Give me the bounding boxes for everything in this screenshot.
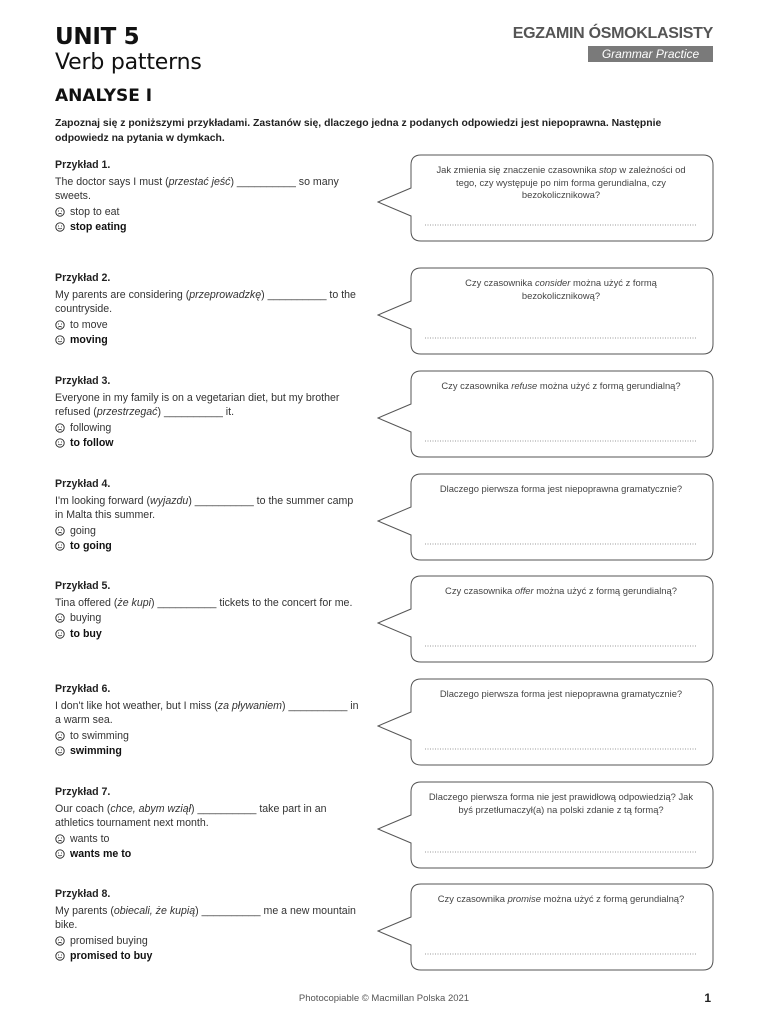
example-block (55, 271, 360, 348)
wrong-answer-text: wants to (70, 832, 110, 845)
example-block (55, 785, 360, 862)
sentence-part: ) __________ to the summer camp in Malta this summer. (55, 494, 354, 521)
sentence-part: My parents are considering ( (55, 288, 190, 301)
wrong-answer-text: promised buying (70, 934, 148, 947)
unit-title: Verb patterns (55, 50, 202, 75)
question-text: można użyć z formą gerundialną? (533, 585, 677, 596)
example-label: Przykład 4. (55, 478, 111, 490)
sad-face-icon (55, 207, 65, 217)
example-label: Przykład 8. (55, 888, 111, 900)
footer-copyright: Photocopiable © Macmillan Polska 2021 (298, 993, 470, 1004)
answer-line[interactable] (425, 214, 697, 226)
smiley-face-icon (55, 222, 65, 232)
smiley-face-icon (55, 541, 65, 551)
example-label: Przykład 3. (55, 375, 111, 387)
sentence-part: ) __________ take part in an athletics tournament next month. (55, 802, 327, 829)
answer-line[interactable] (425, 738, 697, 750)
example-label: Przykład 5. (55, 580, 111, 592)
correct-answer-text: wants me to (70, 848, 132, 860)
sentence-part: I'm looking forward ( (55, 494, 151, 507)
example-row (55, 785, 715, 875)
wrong-option (55, 205, 360, 220)
wrong-option (55, 524, 360, 539)
example-label: Przykład 2. (55, 272, 111, 284)
sentence-part: My parents ( (55, 904, 114, 917)
example-sentence (55, 494, 360, 523)
wrong-option (55, 832, 360, 847)
sentence-part: ) __________ to the countryside. (55, 288, 356, 315)
polish-hint: przestać jeść (168, 175, 231, 188)
polish-hint: wyjazdu (150, 494, 189, 507)
smiley-face-icon (55, 629, 65, 639)
example-row (55, 887, 715, 977)
sad-face-icon (55, 834, 65, 844)
bubble-question (425, 164, 697, 202)
correct-option (55, 539, 360, 554)
correct-answer-text: stop eating (70, 221, 127, 233)
unit-number: UNIT 5 (55, 24, 140, 50)
smiley-face-icon (55, 335, 65, 345)
question-verb: consider (534, 277, 571, 288)
correct-answer-text: moving (70, 334, 108, 346)
correct-option (55, 744, 360, 759)
smiley-face-icon (55, 849, 65, 859)
example-block (55, 887, 360, 964)
question-text: Czy czasownika (445, 585, 515, 596)
example-block (55, 477, 360, 554)
question-text: Czy czasownika (465, 277, 535, 288)
polish-hint: obiecali, że kupią (113, 904, 196, 917)
example-block (55, 682, 360, 759)
bubble-question (425, 585, 697, 598)
correct-option (55, 220, 360, 235)
sentence-part: Everyone in my family is on a vegetarian diet, but my brother refused ( (55, 391, 340, 418)
bubble-question (425, 893, 697, 906)
example-label: Przykład 6. (55, 683, 111, 695)
smiley-face-icon (55, 951, 65, 961)
polish-hint: przeprowadzkę (189, 288, 262, 301)
correct-answer-text: to buy (70, 627, 102, 640)
question-bubble (377, 781, 715, 869)
example-block (55, 158, 360, 235)
example-sentence (55, 288, 360, 317)
wrong-option (55, 934, 360, 949)
question-text: Dlaczego pierwsza forma nie jest prawidłową odpowiedzią? Jak byś przetłumaczył(a) na polski zdanie z tą formą? (428, 791, 694, 815)
example-row (55, 682, 715, 772)
sentence-part: ) __________ it. (157, 406, 235, 418)
example-block (55, 374, 360, 451)
question-text: Jak zmienia się znaczenie czasownika (436, 164, 600, 175)
bubble-question (425, 483, 697, 496)
bubble-question (425, 277, 697, 302)
example-row (55, 271, 715, 361)
question-text: można użyć z formą gerundialną? (537, 380, 681, 391)
sad-face-icon (55, 320, 65, 330)
question-text: Dlaczego pierwsza forma jest niepoprawna gramatycznie? (439, 688, 683, 699)
example-sentence (55, 596, 360, 611)
example-row (55, 158, 715, 248)
correct-option (55, 627, 360, 642)
question-bubble (377, 575, 715, 663)
wrong-option (55, 611, 360, 626)
correct-answer-text: promised to buy (70, 950, 153, 962)
question-text: można użyć z formą bezokolicznikową? (521, 277, 657, 301)
answer-line[interactable] (425, 943, 697, 955)
bubble-question (425, 688, 697, 701)
sentence-part: I don't like hot weather, but I miss ( (55, 699, 218, 712)
brand-block (513, 24, 713, 62)
example-sentence (55, 175, 360, 204)
brand-subtitle: Grammar Practice (588, 46, 713, 62)
example-row (55, 477, 715, 567)
polish-hint: że kupi (117, 596, 151, 609)
question-text: można użyć z formą gerundialną? (540, 893, 685, 904)
correct-answer-text: swimming (70, 745, 122, 757)
correct-option (55, 949, 360, 964)
example-row (55, 579, 715, 669)
sad-face-icon (55, 423, 65, 433)
question-bubble (377, 883, 715, 971)
sad-face-icon (55, 936, 65, 946)
question-verb: promise (507, 893, 541, 904)
page-number: 1 (704, 991, 711, 1005)
answer-line[interactable] (425, 327, 697, 339)
example-row (55, 374, 715, 464)
question-bubble (377, 154, 715, 242)
answer-line[interactable] (425, 533, 697, 545)
correct-option (55, 436, 360, 451)
question-verb: offer (514, 585, 534, 596)
sentence-part: The doctor says I must ( (55, 175, 169, 188)
answer-line[interactable] (425, 635, 697, 647)
wrong-option (55, 729, 360, 744)
correct-answer-text: to going (70, 540, 112, 552)
wrong-option (55, 318, 360, 333)
question-verb: stop (599, 164, 617, 175)
question-verb: refuse (511, 380, 538, 391)
sad-face-icon (55, 526, 65, 536)
sentence-part: Tina offered ( (55, 596, 118, 609)
wrong-answer-text: following (70, 421, 112, 434)
example-sentence (55, 391, 360, 420)
correct-option (55, 333, 360, 348)
wrong-answer-text: to move (70, 318, 108, 331)
sentence-part: ) __________ so many sweets. (55, 175, 339, 202)
bubble-question (425, 380, 697, 393)
smiley-face-icon (55, 746, 65, 756)
correct-option (55, 847, 360, 862)
sentence-part: Our coach ( (55, 802, 111, 815)
example-sentence (55, 802, 360, 831)
example-sentence (55, 699, 360, 728)
question-bubble (377, 370, 715, 458)
section-title: ANALYSE I (55, 86, 153, 106)
polish-hint: za pływaniem (217, 699, 282, 712)
bubble-question (425, 791, 697, 816)
example-label: Przykład 1. (55, 159, 111, 171)
wrong-answer-text: buying (70, 612, 102, 624)
sad-face-icon (55, 731, 65, 741)
polish-hint: chce, abym wziął (110, 802, 192, 815)
sentence-part: ) __________ me a new mountain bike. (55, 904, 356, 931)
question-text: Czy czasownika (441, 380, 512, 391)
wrong-answer-text: going (70, 524, 96, 537)
smiley-face-icon (55, 438, 65, 448)
example-sentence (55, 904, 360, 933)
question-bubble (377, 678, 715, 766)
sad-face-icon (55, 613, 65, 623)
wrong-answer-text: stop to eat (70, 205, 120, 218)
page-header (55, 24, 713, 84)
question-text: Czy czasownika (437, 893, 508, 904)
question-bubble (377, 473, 715, 561)
answer-line[interactable] (425, 841, 697, 853)
answer-line[interactable] (425, 430, 697, 442)
wrong-option (55, 421, 360, 436)
example-block (55, 579, 360, 641)
instructions: Zapoznaj się z poniższymi przykładami. Zastanów się, dlaczego jedna z podanych odpowiedzi jest niepoprawna. Następnie odpowiedz na pytania w dymkach. (55, 118, 662, 144)
question-text: w zależności od tego, czy występuje po nim forma gerundialna, czy bezokolicznikowa? (456, 164, 686, 200)
correct-answer-text: to follow (70, 437, 114, 449)
wrong-answer-text: to swimming (70, 729, 129, 742)
brand-name: EGZAMIN ÓSMOKLASISTY (512, 25, 713, 42)
question-bubble (377, 267, 715, 355)
example-label: Przykład 7. (55, 786, 111, 798)
sentence-part: ) __________ in a warm sea. (55, 699, 359, 726)
question-text: Dlaczego pierwsza forma jest niepoprawna gramatycznie? (439, 483, 683, 494)
polish-hint: przestrzegać (96, 406, 158, 418)
sentence-part: ) __________ tickets to the concert for me. (151, 596, 353, 609)
